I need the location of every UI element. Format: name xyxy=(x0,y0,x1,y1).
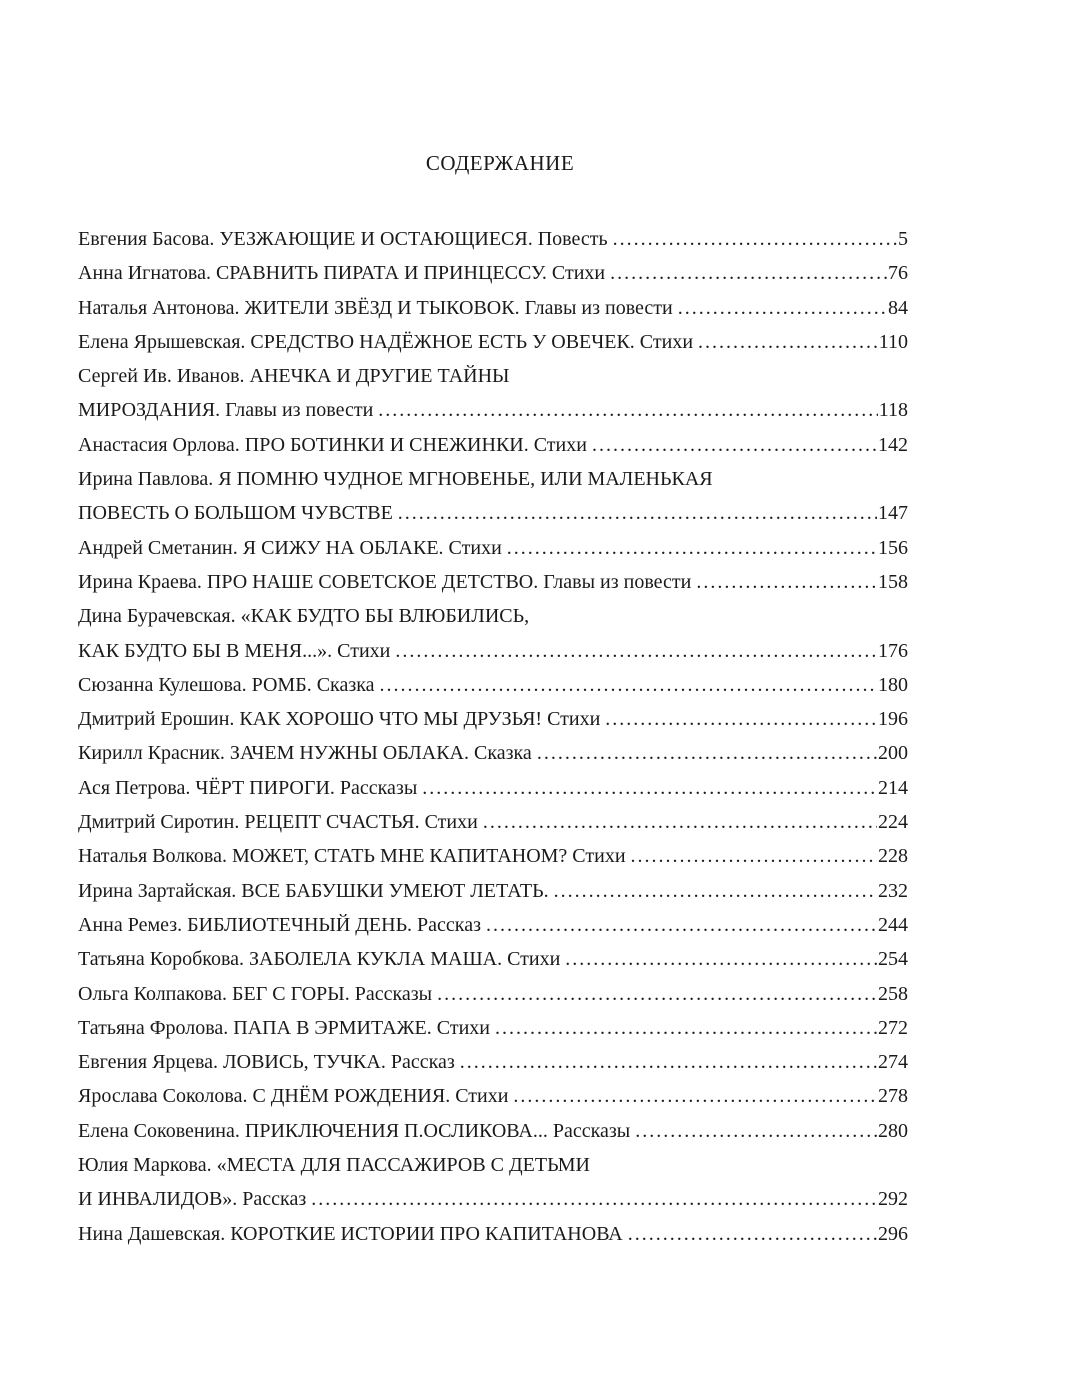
toc-entry-title: ПОВЕСТЬ О БОЛЬШОМ ЧУВСТВЕ xyxy=(78,502,393,525)
toc-entry-line xyxy=(78,805,908,839)
toc-entry-line xyxy=(78,839,908,873)
toc-entry-page-number: 196 xyxy=(878,708,908,731)
toc-entry-page-number: 147 xyxy=(878,502,908,525)
toc-entry-title: Кирилл Красник. ЗАЧЕМ НУЖНЫ ОБЛАКА. Сказка xyxy=(78,742,532,765)
toc-entry-title: Дмитрий Ерошин. КАК ХОРОШО ЧТО МЫ ДРУЗЬЯ! Стихи xyxy=(78,708,601,731)
dot-leader xyxy=(678,291,887,325)
toc-entry-page-number: 110 xyxy=(878,330,908,353)
toc-entry-line xyxy=(78,565,908,599)
toc-entry-page-number: 118 xyxy=(878,399,908,422)
toc-entry-page-number: 274 xyxy=(878,1051,908,1074)
toc-entry-line xyxy=(78,1182,908,1216)
toc-entry-line xyxy=(78,874,908,908)
toc-entry-page-number: 296 xyxy=(878,1222,908,1245)
toc-entry-title: Андрей Сметанин. Я СИЖУ НА ОБЛАКЕ. Стихи xyxy=(78,536,502,559)
toc-entry-title: Ирина Павлова. Я ПОМНЮ ЧУДНОЕ МГНОВЕНЬЕ, ИЛИ МАЛЕНЬКАЯ xyxy=(78,468,713,491)
toc-entry-line xyxy=(78,462,908,496)
toc-entry-line xyxy=(78,1011,908,1045)
dot-leader xyxy=(635,1114,877,1148)
dot-leader xyxy=(565,942,877,976)
toc-entry-page-number: 292 xyxy=(878,1188,908,1211)
toc-entry-page-number: 280 xyxy=(878,1119,908,1142)
toc-entry-title: Евгения Басова. УЕЗЖАЮЩИЕ И ОСТАЮЩИЕСЯ. Повесть xyxy=(78,228,608,250)
toc-entry-title: КАК БУДТО БЫ В МЕНЯ...». Стихи xyxy=(78,639,391,662)
toc-entry-page-number: 200 xyxy=(878,742,908,765)
toc-entry-title: Елена Соковенина. ПРИКЛЮЧЕНИЯ П.ОСЛИКОВА... Рассказы xyxy=(78,1119,631,1142)
toc-entry-title: Юлия Маркова. «МЕСТА ДЛЯ ПАССАЖИРОВ С ДЕТЬМИ xyxy=(78,1154,591,1177)
toc-entry-title: Дмитрий Сиротин. РЕЦЕПТ СЧАСТЬЯ. Стихи xyxy=(78,811,478,834)
toc-entry-title: Елена Ярышевская. СРЕДСТВО НАДЁЖНОЕ ЕСТЬ У ОВЕЧЕК. Стихи xyxy=(78,330,694,353)
toc-entry-line xyxy=(78,496,908,530)
toc-entry-page-number: 84 xyxy=(888,296,908,319)
dot-leader xyxy=(554,874,877,908)
dot-leader xyxy=(613,222,897,256)
dot-leader xyxy=(311,1182,877,1216)
toc-entry-page-number: 176 xyxy=(878,639,908,662)
dot-leader xyxy=(460,1045,877,1079)
dot-leader xyxy=(513,1079,877,1113)
toc-entry-title: И ИНВАЛИДОВ». Рассказ xyxy=(78,1188,307,1211)
dot-leader xyxy=(495,1011,877,1045)
toc-entry-line xyxy=(78,222,908,256)
dot-leader xyxy=(698,325,878,359)
toc-entry-line xyxy=(78,771,908,805)
toc-entry-title: Анна Ремез. БИБЛИОТЕЧНЫЙ ДЕНЬ. Рассказ xyxy=(78,913,481,936)
toc-entry-title: Ирина Краева. ПРО НАШЕ СОВЕТСКОЕ ДЕТСТВО. Главы из повести xyxy=(78,570,692,593)
toc-entry-page-number: 180 xyxy=(878,673,908,696)
toc-entry-title: Ирина Зартайская. ВСЕ БАБУШКИ УМЕЮТ ЛЕТАТЬ. xyxy=(78,879,549,902)
toc-entry-line xyxy=(78,599,908,633)
toc-entry-line xyxy=(78,702,908,736)
dot-leader xyxy=(628,1217,877,1251)
toc-entry-title: Ярослава Соколова. С ДНЁМ РОЖДЕНИЯ. Стихи xyxy=(78,1085,509,1108)
toc-entry-page-number: 142 xyxy=(878,433,908,456)
toc-entry-page-number: 5 xyxy=(898,228,908,250)
dot-leader xyxy=(486,908,877,942)
toc-entry-page-number: 156 xyxy=(878,536,908,559)
toc-entry-title: Сергей Ив. Иванов. АНЕЧКА И ДРУГИЕ ТАЙНЫ xyxy=(78,365,510,388)
toc-entry-line xyxy=(78,977,908,1011)
toc-entry-title: МИРОЗДАНИЯ. Главы из повести xyxy=(78,399,374,422)
toc-entry-line xyxy=(78,736,908,770)
dot-leader xyxy=(507,531,877,565)
toc-entry-title: Евгения Ярцева. ЛОВИСЬ, ТУЧКА. Рассказ xyxy=(78,1051,455,1074)
dot-leader xyxy=(631,839,877,873)
toc-entry-title: Дина Бурачевская. «КАК БУДТО БЫ ВЛЮБИЛИСЬ, xyxy=(78,605,530,628)
dot-leader xyxy=(592,428,877,462)
dot-leader xyxy=(398,496,877,530)
toc-entry-title: Ольга Колпакова. БЕГ С ГОРЫ. Рассказы xyxy=(78,982,433,1005)
page-title: СОДЕРЖАНИЕ xyxy=(425,151,575,175)
toc-entry-title: Наталья Антонова. ЖИТЕЛИ ЗВЁЗД И ТЫКОВОК. Главы из повести xyxy=(78,296,673,319)
toc-entry-line xyxy=(78,634,908,668)
toc-entry-page-number: 228 xyxy=(878,845,908,868)
toc-entry-line xyxy=(78,942,908,976)
table-of-contents xyxy=(78,222,908,1251)
toc-entry-line xyxy=(78,428,908,462)
toc-entry-line xyxy=(78,1079,908,1113)
dot-leader xyxy=(537,736,877,770)
toc-entry-title: Ася Петрова. ЧЁРТ ПИРОГИ. Рассказы xyxy=(78,776,418,799)
toc-entry-title: Анна Игнатова. СРАВНИТЬ ПИРАТА И ПРИНЦЕССУ. Стихи xyxy=(78,262,606,285)
toc-entry-page-number: 224 xyxy=(878,811,908,834)
toc-entry-page-number: 258 xyxy=(878,982,908,1005)
dot-leader xyxy=(380,668,877,702)
toc-entry-title: Татьяна Коробкова. ЗАБОЛЕЛА КУКЛА МАША. Стихи xyxy=(78,948,561,971)
toc-entry-line xyxy=(78,531,908,565)
toc-entry-page-number: 232 xyxy=(878,879,908,902)
toc-entry-line xyxy=(78,1217,908,1251)
toc-entry-page-number: 214 xyxy=(878,776,908,799)
toc-entry-line xyxy=(78,1148,908,1182)
toc-entry-page-number: 76 xyxy=(888,262,908,285)
dot-leader xyxy=(610,256,887,290)
toc-entry-line xyxy=(78,1045,908,1079)
dot-leader xyxy=(422,771,877,805)
dot-leader xyxy=(483,805,877,839)
toc-entry-page-number: 254 xyxy=(878,948,908,971)
dot-leader xyxy=(437,977,877,1011)
toc-entry-title: Сюзанна Кулешова. РОМБ. Сказка xyxy=(78,673,375,696)
toc-entry-line xyxy=(78,325,908,359)
dot-leader xyxy=(395,634,877,668)
toc-entry-page-number: 278 xyxy=(878,1085,908,1108)
toc-entry-line xyxy=(78,668,908,702)
toc-entry-line xyxy=(78,1114,908,1148)
dot-leader xyxy=(605,702,877,736)
toc-entry-title: Нина Дашевская. КОРОТКИЕ ИСТОРИИ ПРО КАПИТАНОВА xyxy=(78,1222,623,1245)
toc-entry-title: Татьяна Фролова. ПАПА В ЭРМИТАЖЕ. Стихи xyxy=(78,1016,490,1039)
dot-leader xyxy=(696,565,877,599)
toc-entry-line xyxy=(78,908,908,942)
toc-entry-line xyxy=(78,291,908,325)
toc-entry-line xyxy=(78,359,908,393)
toc-entry-title: Анастасия Орлова. ПРО БОТИНКИ И СНЕЖИНКИ. Стихи xyxy=(78,433,587,456)
toc-entry-page-number: 158 xyxy=(878,570,908,593)
dot-leader xyxy=(378,393,877,427)
toc-entry-line xyxy=(78,393,908,427)
toc-entry-page-number: 244 xyxy=(878,913,908,936)
toc-entry-line xyxy=(78,256,908,290)
toc-entry-page-number: 272 xyxy=(878,1016,908,1039)
toc-entry-title: Наталья Волкова. МОЖЕТ, СТАТЬ МНЕ КАПИТАНОМ? Стихи xyxy=(78,845,626,868)
